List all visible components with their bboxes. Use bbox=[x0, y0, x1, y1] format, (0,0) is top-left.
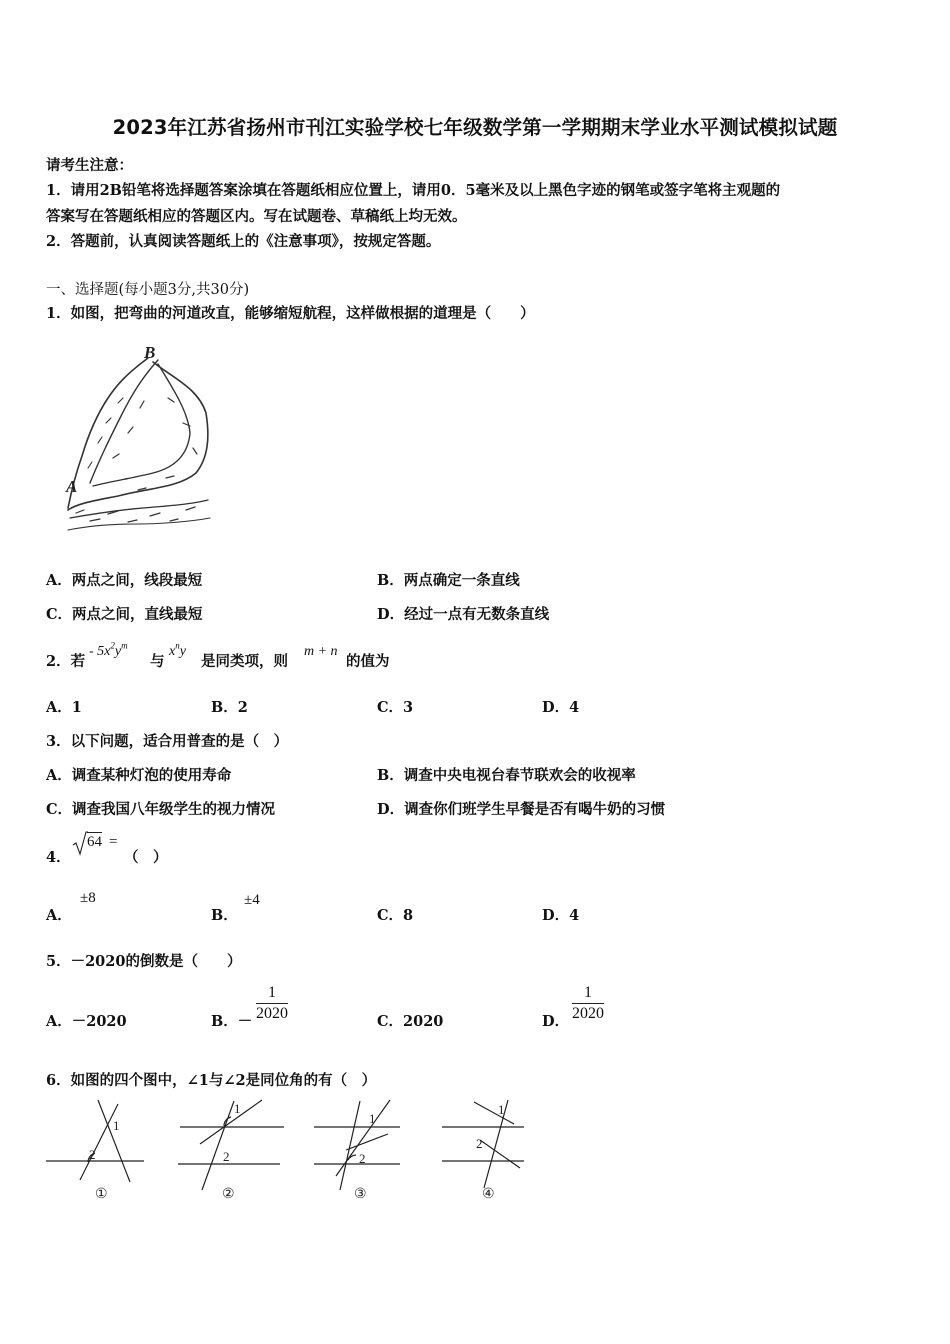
q4-equals: = bbox=[109, 834, 118, 850]
section-heading: 一、选择题(每小题3分,共30分) bbox=[46, 282, 250, 298]
q1-option-d: D．经过一点有无数条直线 bbox=[377, 606, 550, 623]
q2-mid-2: 是同类项，则 bbox=[201, 653, 288, 670]
fig1-angle-2: 2 bbox=[89, 1147, 96, 1162]
notice-line-1: 1．请用2B铅笔将选择题答案涂填在答题纸相应位置上，请用0．5毫米及以上黑色字迹的钢笔或签字笔将主观题的 bbox=[46, 182, 781, 199]
fig4-angle-1: 1 bbox=[498, 1102, 505, 1117]
q5-option-c: C．2020 bbox=[377, 1013, 444, 1030]
q1-option-a: A．两点之间，线段最短 bbox=[46, 572, 203, 589]
q1-option-b: B．两点确定一条直线 bbox=[377, 572, 520, 589]
q5-option-b-fraction: $\frac{1}{2020}$ bbox=[256, 984, 288, 1022]
q4-paren: （ ） bbox=[124, 849, 168, 866]
fig4-angle-2: 2 bbox=[476, 1136, 483, 1151]
q3-option-a: A．调查某种灯泡的使用寿命 bbox=[46, 767, 232, 784]
q1-stem: 1．如图，把弯曲的河道改直，能够缩短航程，这样做根据的道理是（ ） bbox=[46, 305, 535, 322]
figure-1 bbox=[46, 1100, 144, 1182]
q2-expr-1: - $5x^2y^m$ bbox=[89, 640, 128, 659]
page-title: 2023年江苏省扬州市刊江实验学校七年级数学第一学期期末学业水平测试模拟试题 bbox=[112, 116, 838, 139]
fig3-angle-2: 2 bbox=[359, 1151, 366, 1166]
q2-option-a: A．1 bbox=[46, 699, 82, 716]
fig2-angle-1: 1 bbox=[234, 1101, 241, 1116]
q2-expr-3: m + n bbox=[304, 644, 338, 659]
figure-2 bbox=[178, 1100, 284, 1190]
sqrt-radicand: 64 bbox=[87, 834, 102, 850]
figure-3 bbox=[314, 1100, 400, 1190]
q4-option-a-value: ±8 bbox=[80, 890, 96, 906]
q2-option-b: B．2 bbox=[211, 699, 248, 716]
notice-line-2: 2．答题前，认真阅读答题纸上的《注意事项》，按规定答题。 bbox=[46, 233, 441, 250]
q3-option-b: B．调查中央电视台春节联欢会的收视率 bbox=[377, 767, 636, 784]
fig1-caption: ① bbox=[95, 1187, 108, 1202]
q4-option-b-label: B． bbox=[211, 907, 238, 924]
q4-option-d: D．4 bbox=[542, 907, 580, 924]
q2-mid: 与 bbox=[150, 653, 165, 670]
fig3-angle-1: 1 bbox=[369, 1111, 376, 1126]
q5-option-d-fraction: $\frac{1}{2020}$ bbox=[572, 984, 604, 1022]
q2-suffix: 的值为 bbox=[346, 653, 390, 670]
q4-number: 4． bbox=[46, 849, 71, 866]
fig1-angle-1: 1 bbox=[113, 1118, 120, 1133]
q2-expr-2: $x^ny$ bbox=[169, 640, 186, 659]
q5-option-d-label: D． bbox=[542, 1013, 570, 1030]
q2-option-d: D．4 bbox=[542, 699, 580, 716]
figure-4 bbox=[442, 1100, 524, 1188]
q4-option-c: C．8 bbox=[377, 907, 414, 924]
fig2-angle-2: 2 bbox=[223, 1149, 230, 1164]
q5-stem: 5．－2020的倒数是（ ） bbox=[46, 953, 242, 970]
q5-option-b-label: B．－ bbox=[211, 1013, 253, 1030]
fig4-caption: ④ bbox=[482, 1187, 495, 1202]
q2-option-c: C．3 bbox=[377, 699, 414, 716]
q4-option-a-label: A． bbox=[46, 907, 72, 924]
fig2-caption: ② bbox=[222, 1187, 235, 1202]
river-figure bbox=[58, 338, 218, 543]
q4-option-b-value: ±4 bbox=[244, 892, 260, 908]
q3-option-c: C．调查我国八年级学生的视力情况 bbox=[46, 801, 276, 818]
fig3-caption: ③ bbox=[354, 1187, 367, 1202]
q6-figures bbox=[40, 1096, 540, 1206]
sqrt-symbol bbox=[72, 830, 88, 856]
q1-option-c: C．两点之间，直线最短 bbox=[46, 606, 203, 623]
q3-stem: 3．以下问题，适合用普查的是（ ） bbox=[46, 733, 289, 750]
q2-prefix: 2．若 bbox=[46, 653, 86, 670]
river-label-a: A bbox=[66, 477, 78, 496]
notice-line-1b: 答案写在答题纸相应的答题区内。写在试题卷、草稿纸上均无效。 bbox=[46, 208, 467, 225]
q3-option-d: D．调查你们班学生早餐是否有喝牛奶的习惯 bbox=[377, 801, 666, 818]
notice-heading: 请考生注意： bbox=[46, 157, 133, 174]
q6-stem: 6．如图的四个图中，∠1与∠2是同位角的有（ ） bbox=[46, 1072, 377, 1089]
q5-option-a: A．－2020 bbox=[46, 1013, 127, 1030]
river-label-b: B bbox=[144, 343, 156, 362]
